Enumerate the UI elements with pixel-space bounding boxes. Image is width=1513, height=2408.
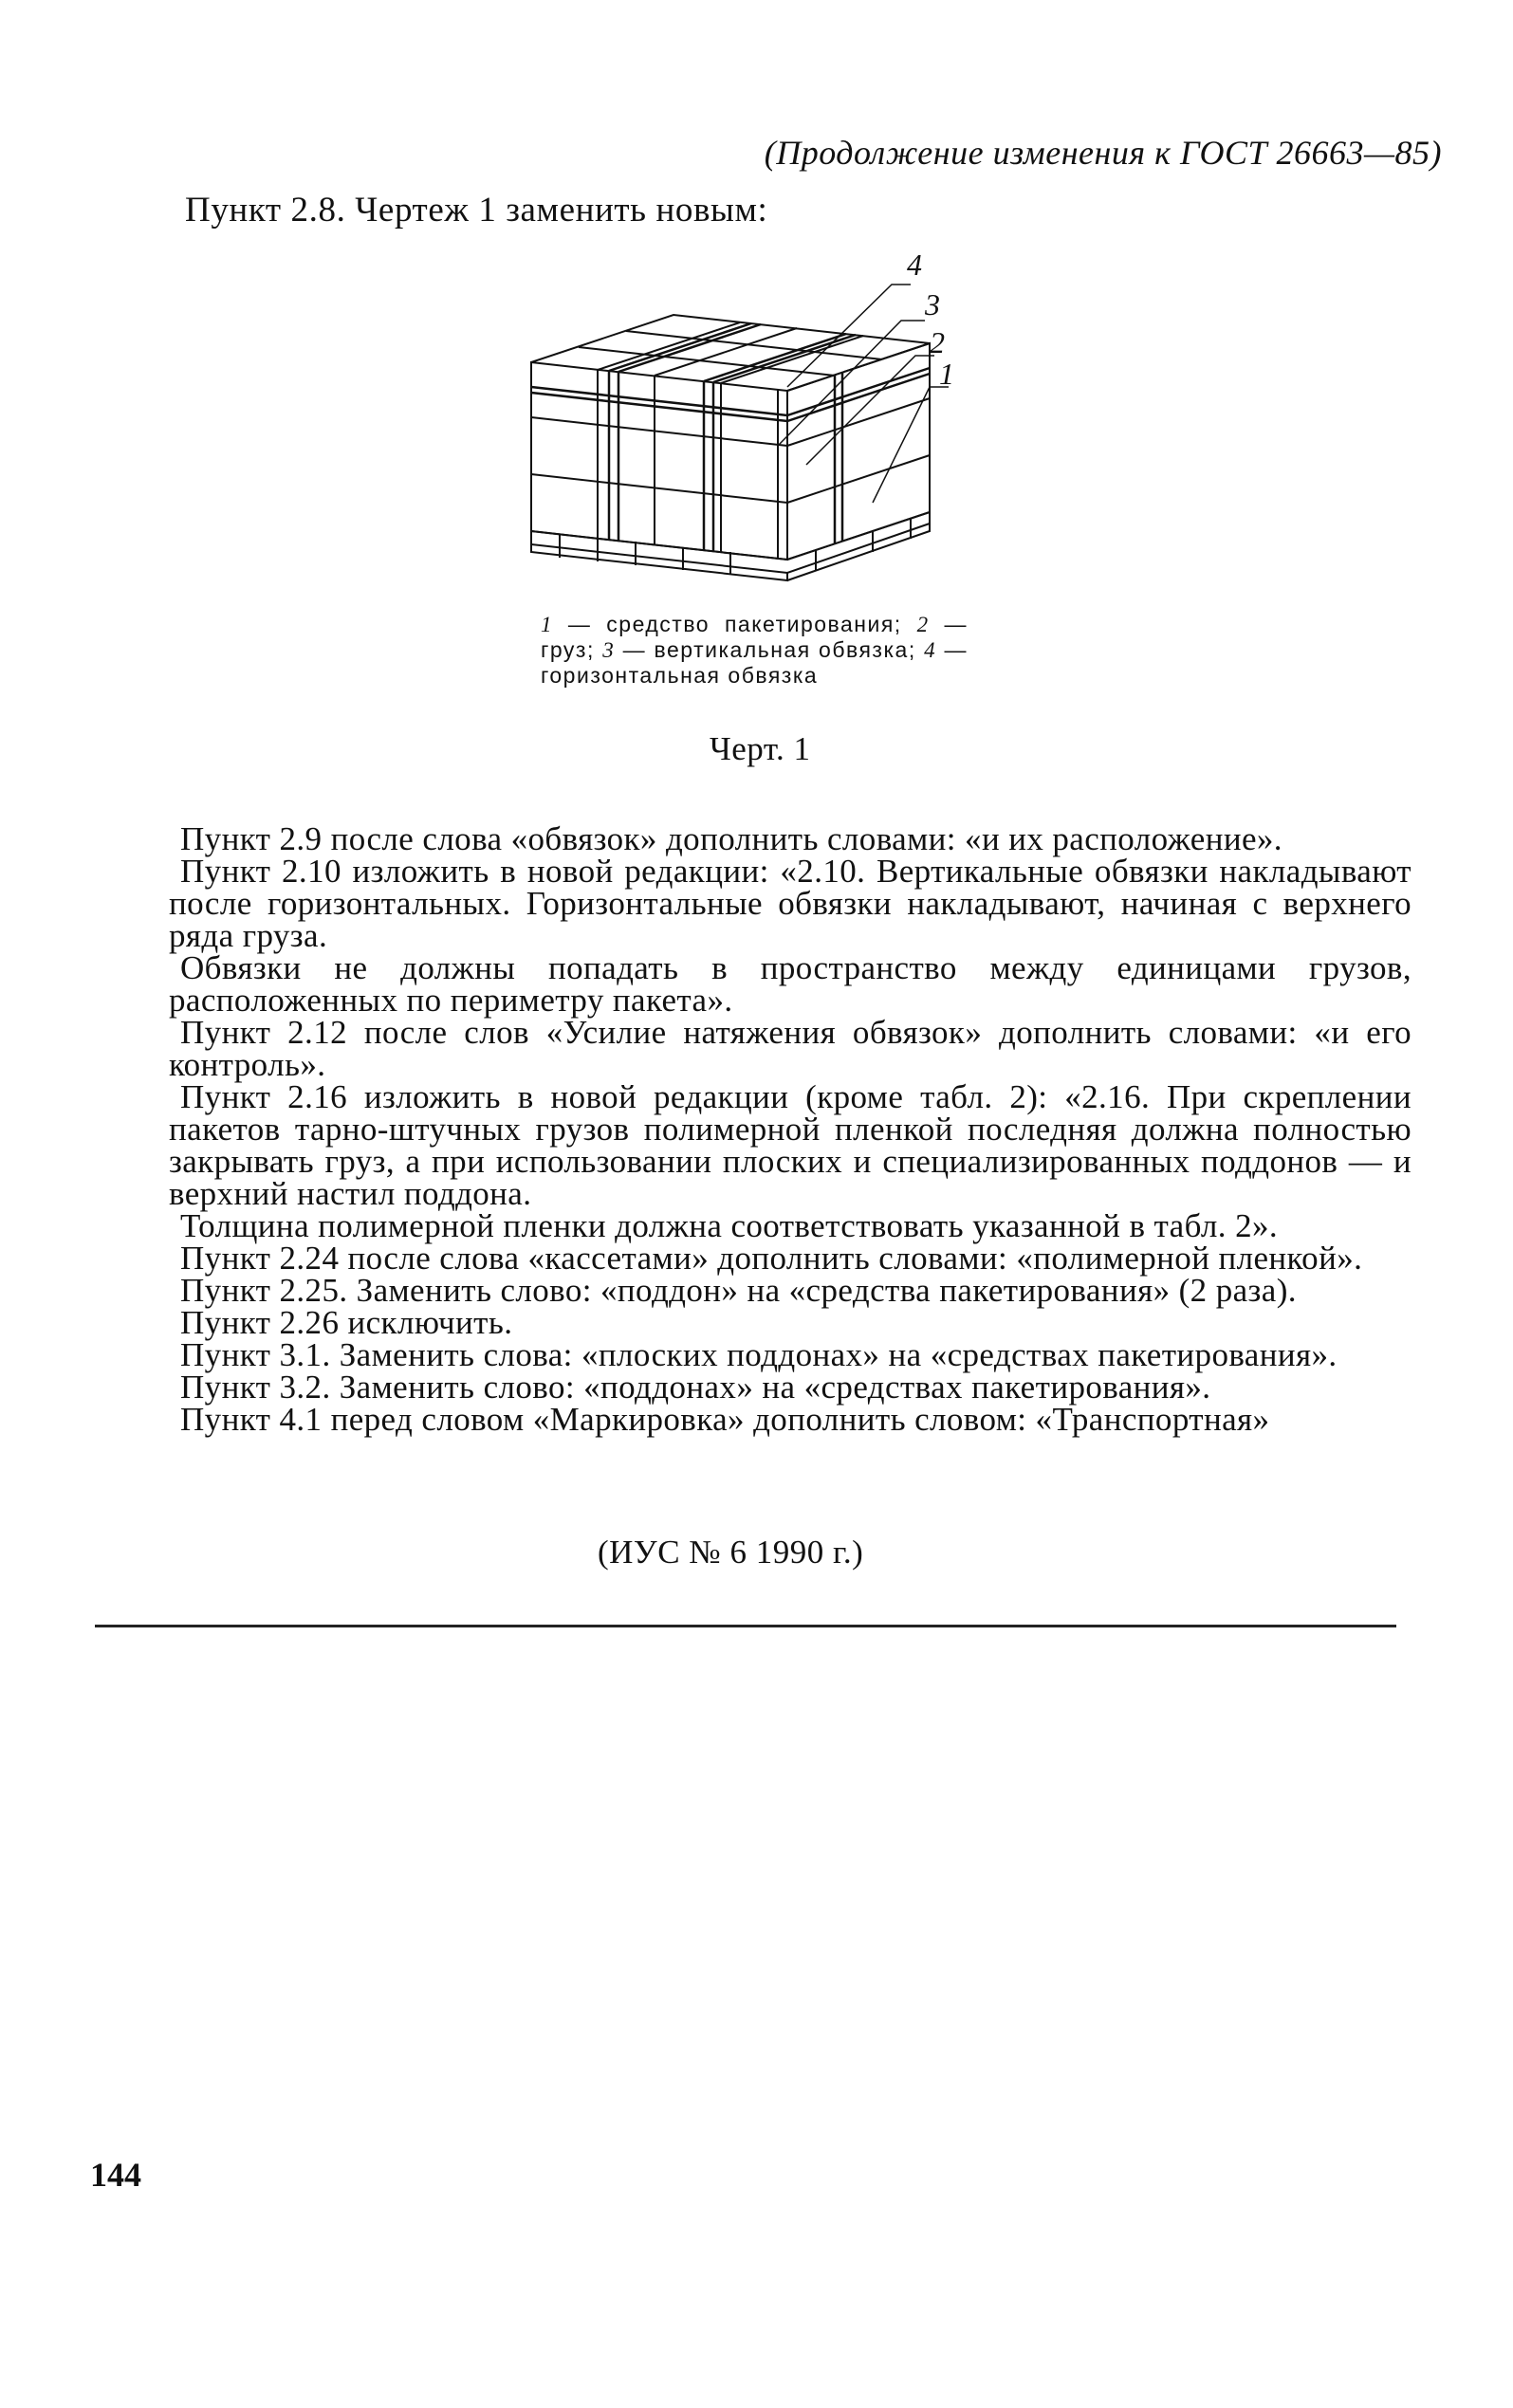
paragraph: Пункт 2.9 после слова «обвязок» дополнить словами: «и их расположение». <box>180 820 1282 857</box>
divider <box>95 1625 1396 1627</box>
paragraph: Пункт 2.26 исключить. <box>180 1304 513 1341</box>
paragraph: Пункт 2.16 изложить в новой редакции (кроме табл. 2): «2.16. При скреплении пакетов тарно-штучных грузов полимерной пленкой последняя должна полностью закрывать груз, а при использовании плоских и специализированных поддонов — и верхний настил поддона. <box>169 1078 1412 1212</box>
paragraph: Пункт 2.10 изложить в новой редакции: «2.10. Вертикальные обвязки накладывают после горизонтальных. Горизонтальные обвязки накладывают, начиная с верхнего ряда груза. <box>169 853 1412 954</box>
figure-label: 2 <box>930 325 945 359</box>
paragraph: Толщина полимерной пленки должна соответствовать указанной в табл. 2». <box>180 1207 1279 1244</box>
paragraph: Пункт 3.2. Заменить слово: «поддонах» на «средствах пакетирования». <box>180 1369 1211 1406</box>
paragraph: Пункт 4.1 перед словом «Маркировка» дополнить словом: «Транспортная» <box>180 1401 1270 1438</box>
figure-label: 4 <box>907 248 922 282</box>
figure-label: 3 <box>925 287 940 322</box>
cargo-package-drawing <box>493 248 1024 616</box>
paragraph: Пункт 2.24 после слова «кассетами» дополнить словами: «полимерной пленкой». <box>180 1240 1363 1277</box>
document-header: (Продолжение изменения к ГОСТ 26663—85) <box>764 134 1442 172</box>
ius-reference: (ИУС № 6 1990 г.) <box>598 1534 864 1571</box>
paragraph: Пункт 3.1. Заменить слова: «плоских поддонах» на «средствах пакетирования». <box>180 1336 1338 1373</box>
drawing-figure <box>493 248 1024 616</box>
page-number: 144 <box>90 2156 141 2194</box>
figure-caption: 1 — средство пакетирования; 2 — груз; 3 — вертикальная обвязка; 4 — горизонтальная обвязка <box>541 612 968 688</box>
body-text <box>169 820 1412 1438</box>
paragraph: Обвязки не должны попадать в пространство между единицами грузов, расположенных по периметру пакета». <box>169 949 1412 1019</box>
figure-label: 1 <box>939 357 954 391</box>
paragraph: Пункт 2.25. Заменить слово: «поддон» на «средства пакетирования» (2 раза). <box>180 1272 1297 1309</box>
figure-title: Черт. 1 <box>710 730 811 767</box>
paragraph: Пункт 2.12 после слов «Усилие натяжения обвязок» дополнить словами: «и его контроль». <box>169 1014 1412 1083</box>
vertical-strap <box>609 371 842 552</box>
intro-line: Пункт 2.8. Чертеж 1 заменить новым: <box>185 191 768 230</box>
